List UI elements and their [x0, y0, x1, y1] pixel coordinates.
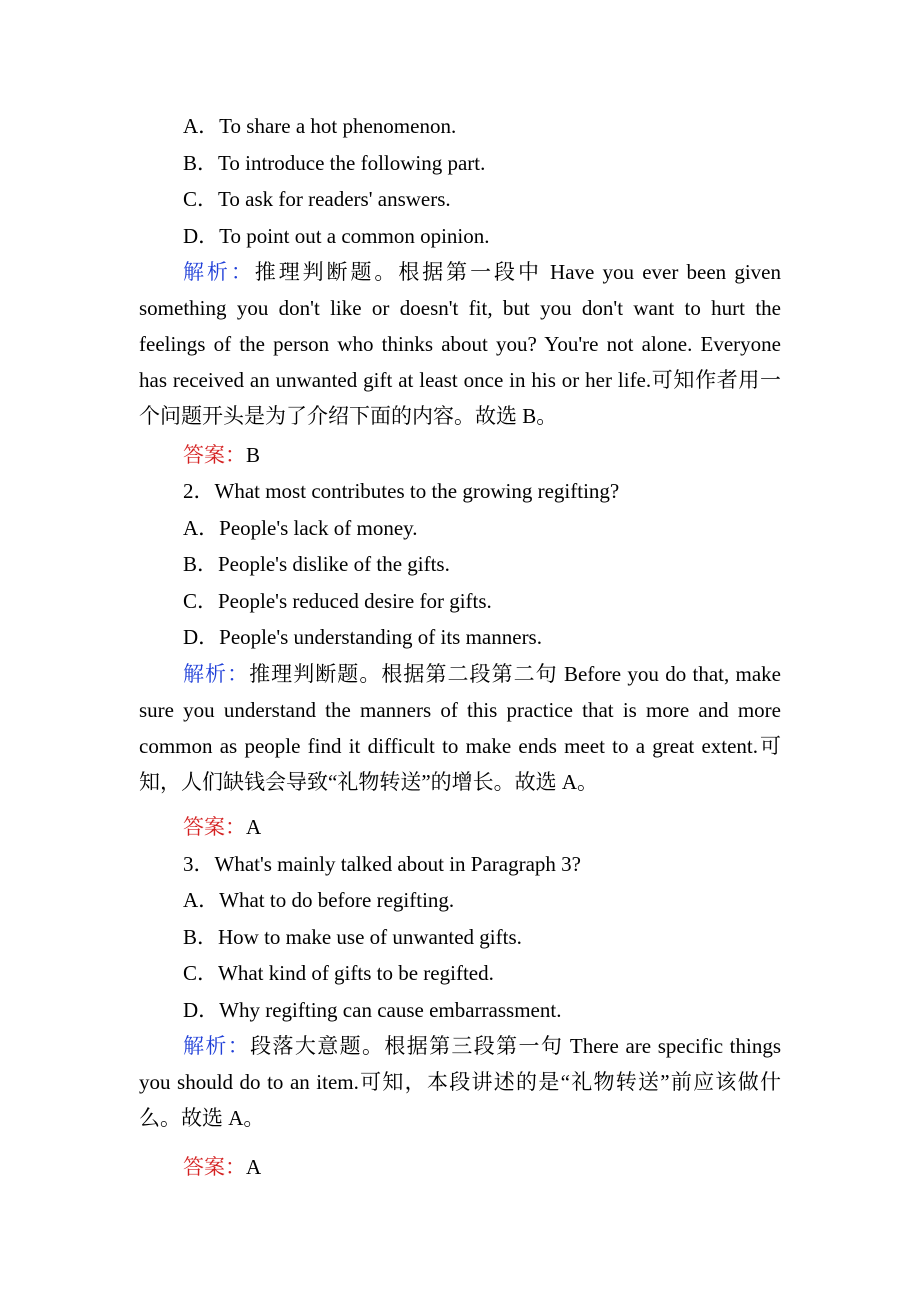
q3-answer-value: A: [246, 1155, 262, 1179]
q1-option-c: C．To ask for readers' answers.: [183, 187, 451, 211]
q3-option-c: C．What kind of gifts to be regifted.: [183, 961, 494, 985]
q3-answer-label: 答案：: [183, 1155, 246, 1179]
q1-analysis-text: 推理判断题。根据第一段中 Have you ever been given something you don't like or doesn't fit, but you don't want to hurt the feelings of the person who thinks about you? You're not alone. Everyone has received an unwanted gift at least once in his or her life.可知作者用一个问题开头是为了介绍下面的内容。故选 B。: [139, 260, 781, 428]
q2-option-d: D．People's understanding of its manners.: [183, 625, 542, 649]
q1-option-b: B．To introduce the following part.: [183, 151, 486, 175]
q3-analysis: [139, 1028, 781, 1136]
q1-answer-label: 答案：: [183, 443, 246, 467]
q3-question: 3．What's mainly talked about in Paragraph 3?: [183, 852, 582, 876]
q1-option-d: D．To point out a common opinion.: [183, 224, 490, 248]
q1-analysis: [139, 254, 781, 434]
q2-answer-label: 答案：: [183, 815, 246, 839]
q2-option-b: B．People's dislike of the gifts.: [183, 552, 450, 576]
q3-option-a: A．What to do before regifting.: [183, 888, 455, 912]
q3-analysis-label: 解析：: [183, 1034, 251, 1058]
q2-option-a: A．People's lack of money.: [183, 516, 418, 540]
q2-answer: [183, 814, 261, 840]
q2-question: 2．What most contributes to the growing regifting?: [183, 479, 620, 503]
q3-analysis-text: 段落大意题。根据第三段第一句 There are specific things you should do to an item.可知，本段讲述的是“礼物转送”前应该做什么。故选 A。: [139, 1034, 781, 1130]
q1-analysis-label: 解析：: [183, 260, 255, 284]
q3-option-b: B．How to make use of unwanted gifts.: [183, 925, 522, 949]
q3-answer: [183, 1154, 261, 1180]
q2-answer-value: A: [246, 815, 262, 839]
q1-answer-value: B: [246, 443, 261, 467]
q1-option-a: A．To share a hot phenomenon.: [183, 114, 457, 138]
q1-answer: [183, 442, 260, 468]
q2-analysis-label: 解析：: [183, 662, 250, 686]
q2-analysis: [139, 656, 781, 800]
q2-analysis-text: 推理判断题。根据第二段第二句 Before you do that, make sure you understand the manners of this practice that is more and more common as people find it difficult to make ends meet to a great extent.可知，人们缺钱会导致“礼物转送”的增长。故选 A。: [139, 662, 781, 794]
q3-option-d: D．Why regifting can cause embarrassment.: [183, 998, 562, 1022]
q2-option-c: C．People's reduced desire for gifts.: [183, 589, 492, 613]
